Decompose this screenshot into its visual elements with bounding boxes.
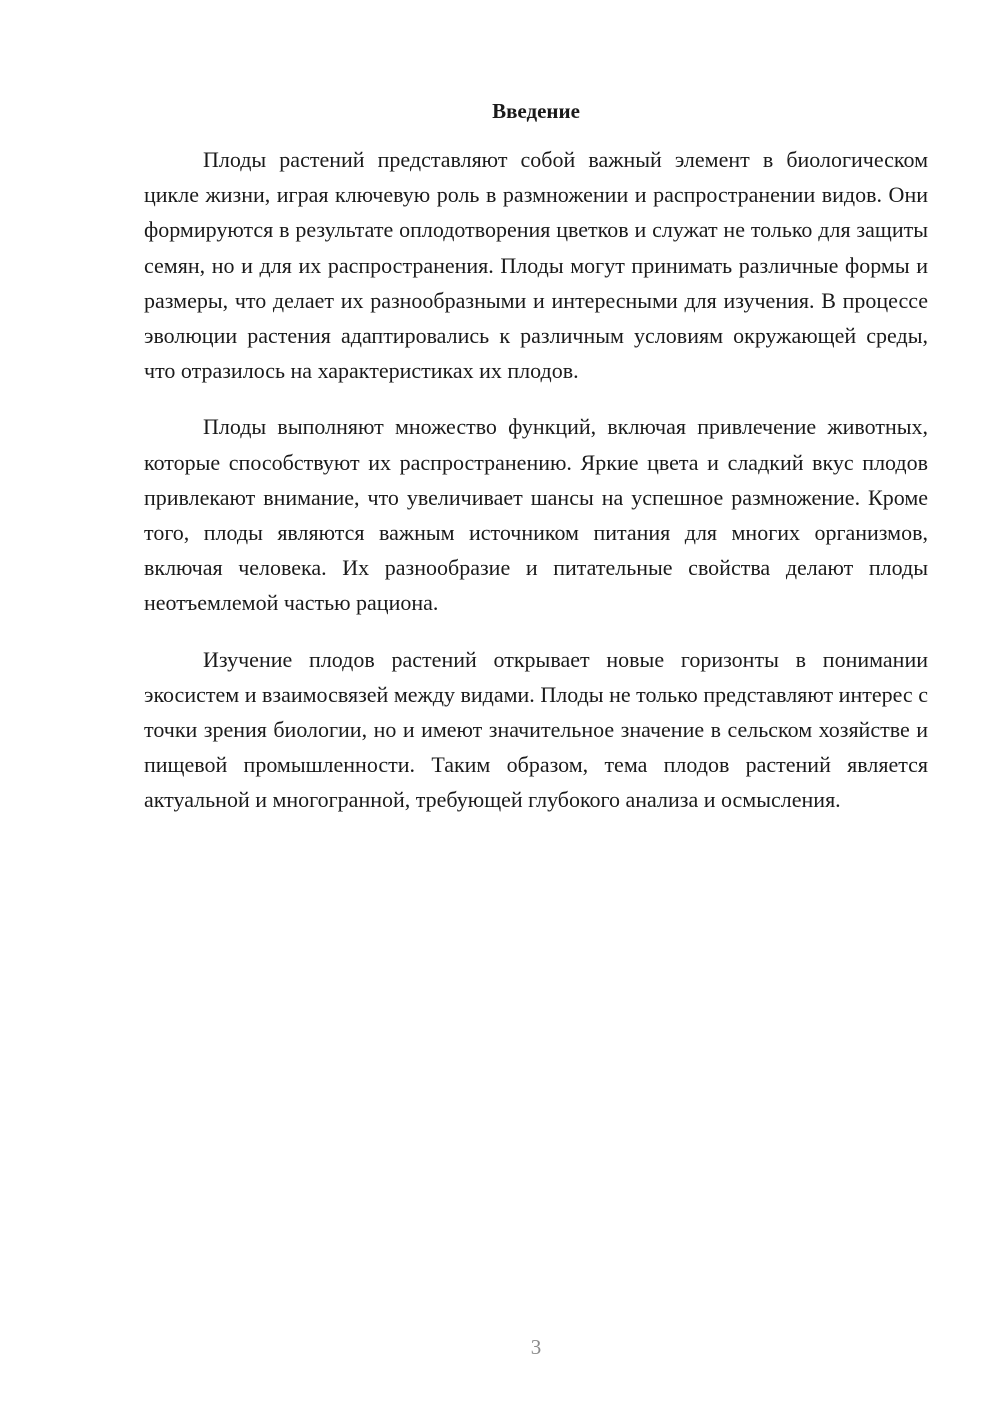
paragraph-1: Плоды растений представляют собой важный элемент в биологическом цикле жизни, играя ключевую роль в размножении и распространении видов. Они формируются в результате оплодотворения цветков и служат не только для защиты семян, но и для их распространения. Плоды могут принимать различные формы и размеры, что делает их разнообразными и интересными для изучения. В процессе эволюции растения адаптировались к различным условиям окружающей среды, что отразилось на характеристиках их плодов. [144, 147, 928, 384]
page-title: Введение [492, 99, 580, 123]
paragraph-3: Изучение плодов растений открывает новые горизонты в понимании экосистем и взаимосвязей между видами. Плоды не только представляют интерес с точки зрения биологии, но и имеют значительное значение в сельском хозяйстве и пищевой промышленности. Таким образом, тема плодов растений является актуальной и многогранной, требующей глубокого анализа и осмысления. [144, 646, 928, 813]
page-number: 3 [530, 1335, 542, 1359]
paragraph-2: Плоды выполняют множество функций, включая привлечение животных, которые способствуют их распространению. Яркие цвета и сладкий вкус плодов привлекают внимание, что увеличивает шансы на успешное размножение. Кроме того, плоды являются важным источником питания для многих организмов, включая человека. Их разнообразие и питательные свойства делают плоды неотъемлемой частью рациона. [144, 414, 928, 616]
body-text [144, 142, 928, 839]
